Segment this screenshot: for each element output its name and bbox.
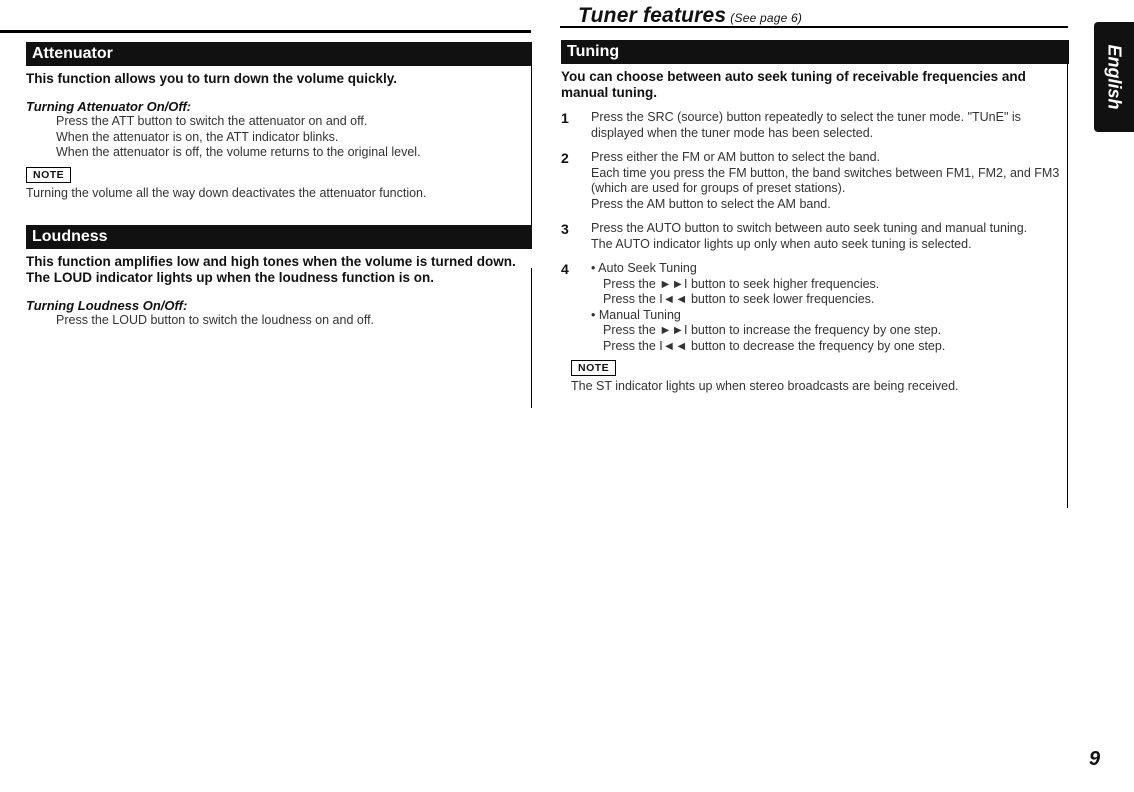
step-item (561, 150, 1069, 212)
tuning-note: The ST indicator lights up when stereo broadcasts are being received. (571, 379, 959, 393)
step-number: 2 (561, 150, 569, 166)
loudness-heading: Loudness (26, 225, 532, 249)
note-badge: NOTE (571, 360, 616, 376)
attenuator-section (26, 42, 532, 201)
step-line: Press the ►►I button to seek higher frequencies. (603, 276, 880, 291)
note-badge: NOTE (26, 167, 71, 183)
attenuator-subheading: Turning Attenuator On/Off: (26, 99, 192, 114)
step-number: 3 (561, 221, 569, 237)
loudness-intro: This function amplifies low and high tones when the volume is turned down. (26, 254, 516, 269)
top-rule-left (0, 30, 531, 33)
step-line: Press either the FM or AM button to select the band. (591, 150, 881, 164)
loudness-subheading: Turning Loudness On/Off: (26, 298, 188, 313)
header-title: Tuner features (578, 4, 727, 27)
left-column (26, 42, 532, 329)
step-line: Press the AUTO button to switch between auto seek tuning and manual tuning. (591, 221, 1028, 235)
attenuator-heading: Attenuator (26, 42, 532, 66)
step-item (561, 221, 1069, 252)
step-line: Press the ►►I button to increase the frequency by one step. (603, 323, 942, 337)
tuning-heading: Tuning (561, 40, 1069, 64)
tuning-intro: You can choose between auto seek tuning of receivable frequencies and manual tuning. (561, 69, 1026, 100)
language-tab (1094, 22, 1134, 132)
tuning-section (561, 40, 1069, 395)
section-header (578, 4, 802, 28)
right-column (561, 40, 1069, 395)
step-line: Press the SRC (source) button repeatedly to select the tuner mode. "TUnE" is displayed when the tuner mode has been selected. (591, 110, 1021, 140)
attenuator-line-1: Press the ATT button to switch the attenuator on and off. (56, 114, 368, 128)
loudness-line: Press the LOUD button to switch the loudness on and off. (56, 313, 375, 327)
manual-tuning-label: • Manual Tuning (591, 307, 681, 322)
see-page-ref: (See page 6) (730, 11, 803, 25)
attenuator-line-3: When the attenuator is off, the volume returns to the original level. (56, 145, 421, 159)
step-number: 4 (561, 261, 569, 277)
step-number: 1 (561, 110, 569, 126)
step-line: Press the I◄◄ button to decrease the frequency by one step. (603, 338, 946, 353)
step-item (561, 261, 1069, 354)
attenuator-intro: This function allows you to turn down the volume quickly. (26, 71, 398, 86)
attenuator-line-2: When the attenuator is on, the ATT indicator blinks. (56, 129, 339, 144)
step-item (561, 110, 1069, 141)
page-number: 9 (1089, 748, 1101, 770)
step-line: Press the I◄◄ button to seek lower frequencies. (603, 292, 875, 306)
loudness-section (26, 225, 532, 329)
attenuator-note: Turning the volume all the way down deactivates the attenuator function. (26, 185, 427, 200)
loudness-intro-2: The LOUD indicator lights up when the loudness function is on. (26, 270, 434, 285)
step-line: Press the AM button to select the AM band. (591, 196, 831, 211)
language-tab-label: English (1104, 44, 1125, 110)
step-line: The AUTO indicator lights up only when auto seek tuning is selected. (591, 236, 972, 251)
step-line: Each time you press the FM button, the band switches between FM1, FM2, and FM3 (which are used for groups of preset stations). (591, 165, 1060, 195)
auto-seek-label: • Auto Seek Tuning (591, 261, 697, 275)
